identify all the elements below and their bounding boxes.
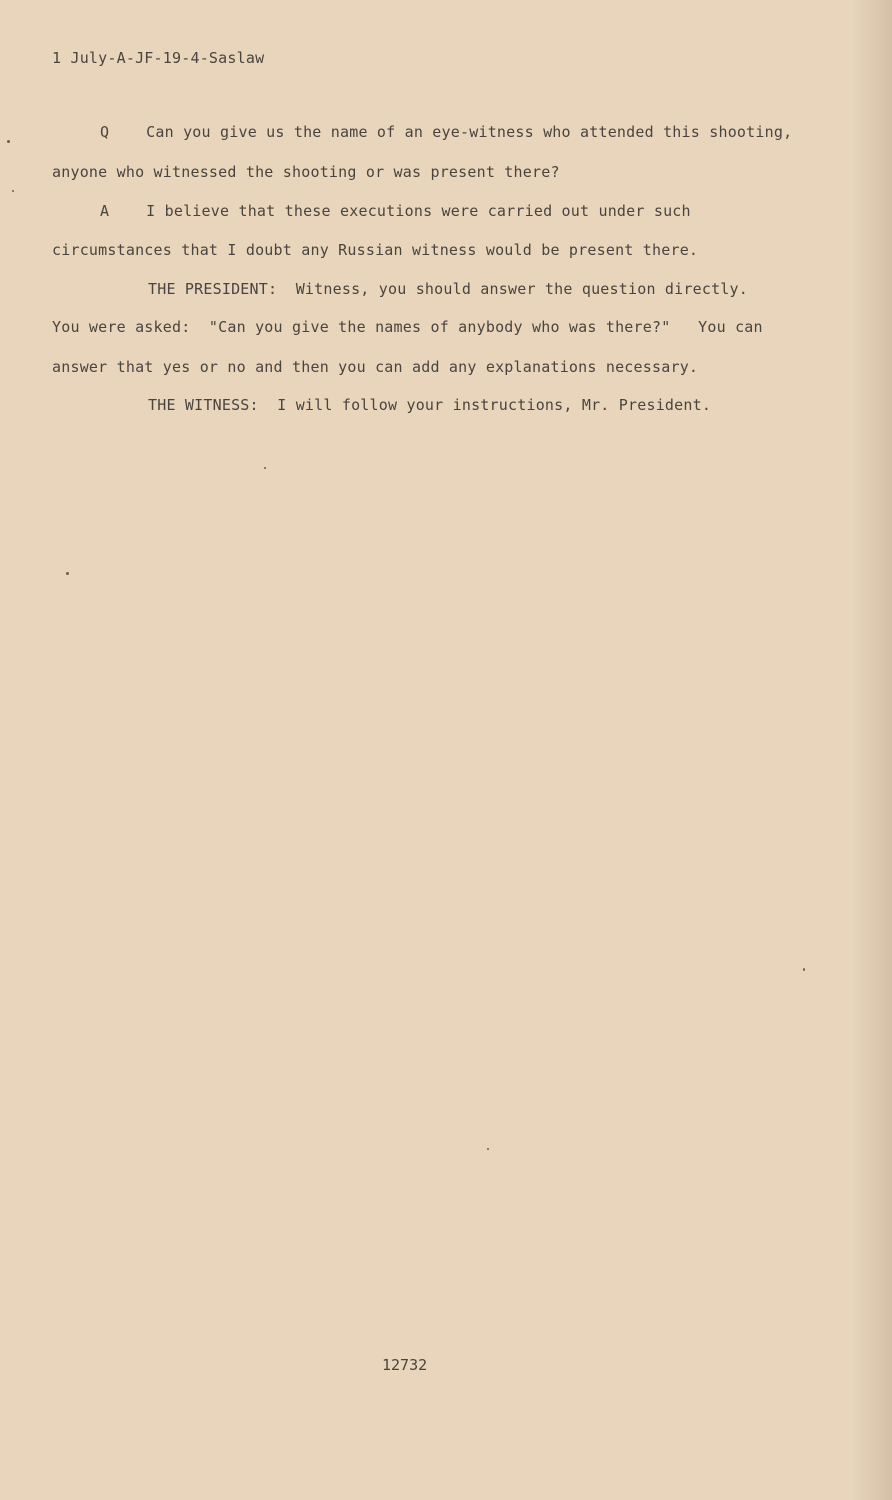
president-line-1: THE PRESIDENT: Witness, you should answer the question directly. (148, 280, 748, 298)
question-line-2: anyone who witnessed the shooting or was present there? (52, 163, 560, 181)
paper-speck (803, 968, 805, 971)
paper-speck (264, 467, 266, 469)
witness-line-1: THE WITNESS: I will follow your instructions, Mr. President. (148, 396, 712, 414)
margin-mark (7, 140, 10, 143)
page-edge-shadow (852, 0, 892, 1500)
paper-speck (66, 572, 69, 575)
president-line-2: You were asked: "Can you give the names of anybody who was there?" You can (52, 318, 763, 336)
paper-speck (487, 1148, 489, 1150)
answer-line-1: A I believe that these executions were carried out under such (100, 202, 691, 220)
question-line-1: Q Can you give us the name of an eye-witness who attended this shooting, (100, 123, 793, 141)
margin-mark (12, 190, 14, 192)
president-line-3: answer that yes or no and then you can add any explanations necessary. (52, 358, 699, 376)
page-number: 12732 (382, 1356, 428, 1374)
document-reference: 1 July-A-JF-19-4-Saslaw (52, 49, 265, 67)
answer-line-2: circumstances that I doubt any Russian witness would be present there. (52, 241, 699, 259)
